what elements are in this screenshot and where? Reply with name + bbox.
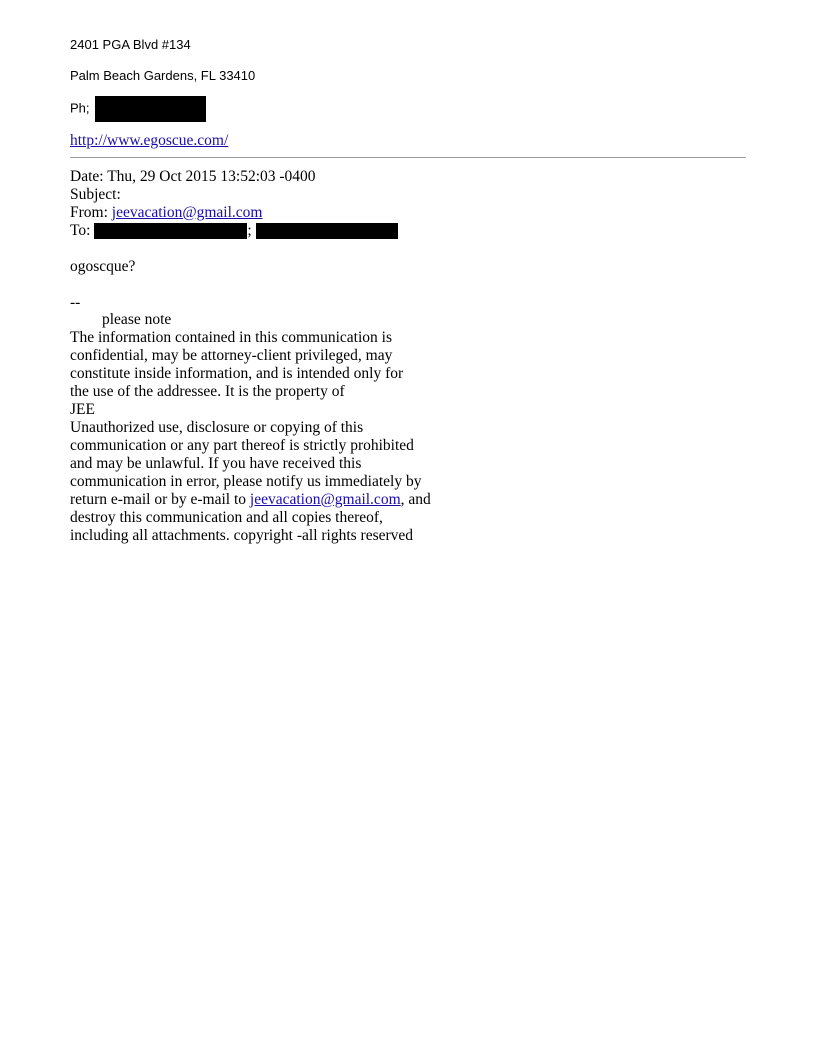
to-redaction-1 — [94, 223, 247, 239]
disclaimer-line: constitute inside information, and is intended only for — [70, 365, 404, 382]
disclaimer-line: JEE — [70, 401, 95, 418]
from-email-link[interactable]: jeevacation@gmail.com — [111, 204, 263, 221]
phone-redaction — [95, 96, 206, 122]
signature-dashes: -- — [70, 294, 81, 311]
to-label: To: — [70, 222, 91, 239]
date-value: Thu, 29 Oct 2015 13:52:03 -0400 — [107, 168, 316, 185]
message-text: ogoscque? — [70, 258, 136, 275]
disclaimer-return-line — [70, 491, 490, 509]
header-separator — [70, 157, 746, 158]
to-line — [70, 222, 398, 240]
disclaimer-line: confidential, may be attorney-client privileged, may — [70, 347, 393, 364]
disclaimer-line: communication in error, please notify us immediately by — [70, 473, 422, 490]
address-line-1: 2401 PGA Blvd #134 — [70, 37, 191, 52]
disclaimer-line: the use of the addressee. It is the property of — [70, 383, 345, 400]
from-line — [70, 204, 262, 222]
website-line — [70, 132, 228, 150]
disclaimer-line: communication or any part thereof is strictly prohibited — [70, 437, 414, 454]
to-separator: ; — [247, 222, 252, 239]
return-email-link[interactable]: jeevacation@gmail.com — [249, 491, 401, 508]
date-label: Date: — [70, 168, 104, 185]
disclaimer-line: Unauthorized use, disclosure or copying of this — [70, 419, 364, 436]
disclaimer-line: and may be unlawful. If you have received this — [70, 455, 362, 472]
to-redaction-2 — [256, 223, 398, 239]
phone-line — [70, 96, 206, 122]
date-line — [70, 168, 316, 186]
phone-label: Ph; — [70, 100, 90, 116]
disclaimer-line: including all attachments. copyright -all rights reserved — [70, 527, 414, 544]
return-suffix: , and — [400, 491, 431, 508]
subject-label: Subject: — [70, 186, 121, 203]
disclaimer — [70, 311, 490, 545]
from-label: From: — [70, 204, 108, 221]
return-prefix: return e-mail or by e-mail to — [70, 491, 250, 508]
notice-heading: please note — [102, 311, 172, 328]
address-line-2: Palm Beach Gardens, FL 33410 — [70, 68, 256, 83]
website-link[interactable]: http://www.egoscue.com/ — [70, 132, 229, 149]
disclaimer-line: destroy this communication and all copies thereof, — [70, 509, 383, 526]
disclaimer-line: The information contained in this communication is — [70, 329, 392, 346]
subject-line — [70, 186, 121, 204]
